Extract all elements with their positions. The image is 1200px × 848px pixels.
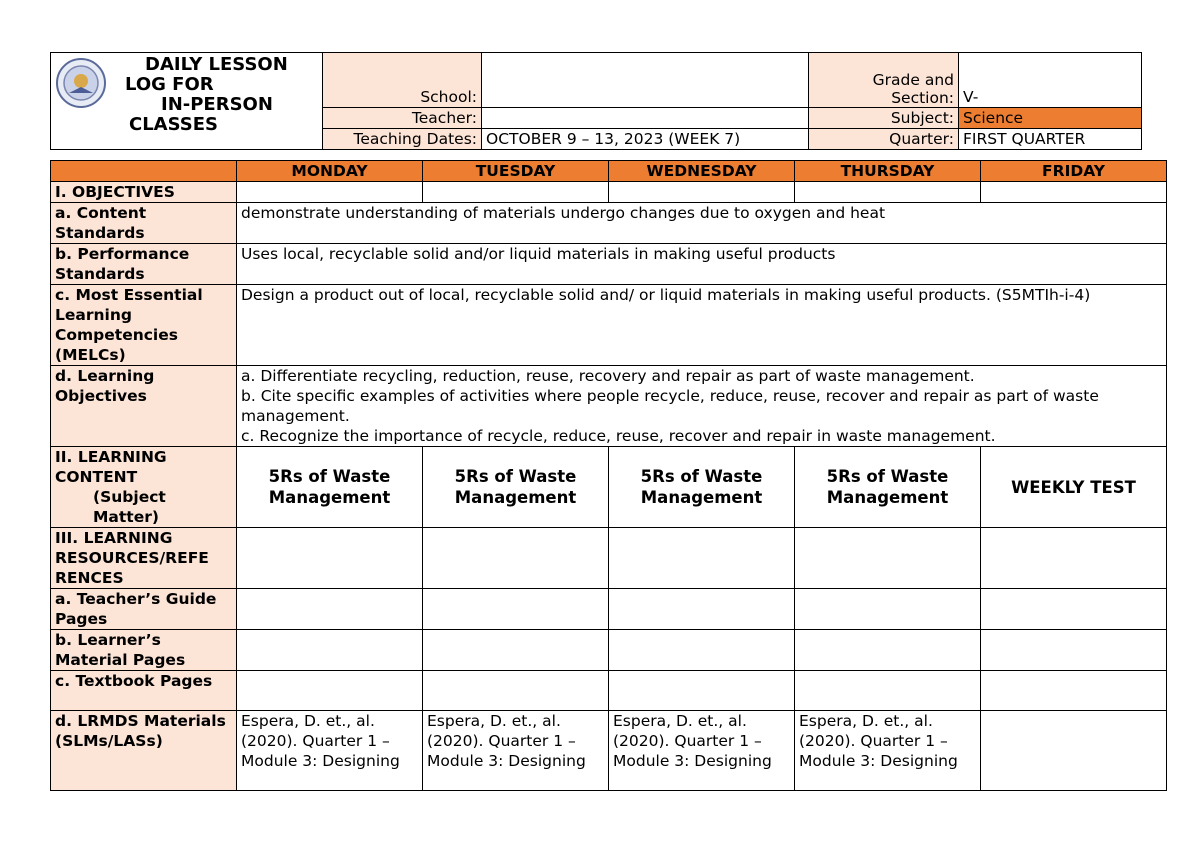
learning-objectives-label: d. Learning Objectives [51,366,237,447]
cell-tuesday[interactable] [423,630,609,671]
lrmds-row [51,711,1167,791]
page-title [107,55,317,135]
learner-material-label: b. Learner’s Material Pages [51,630,237,671]
learning-objectives-text[interactable] [237,366,1167,447]
quarter-field[interactable]: FIRST QUARTER [959,129,1142,150]
cell-tuesday[interactable] [423,528,609,589]
cell-monday[interactable] [237,671,423,711]
day-header-friday: FRIDAY [981,161,1167,182]
objectives-label: I. OBJECTIVES [51,182,237,203]
learning-content-label-line: II. LEARNING CONTENT [55,448,167,486]
lrmds-monday[interactable]: Espera, D. et., al. (2020). Quarter 1 – Module 3: Designing [237,711,423,791]
cell-thursday[interactable] [795,182,981,203]
learning-content-label [51,447,237,528]
title-line: IN-PERSON [161,94,273,115]
grade-label-line: Section: [891,89,954,107]
lrmds-friday[interactable] [981,711,1167,791]
header-table [50,52,1142,150]
cell-thursday[interactable] [795,630,981,671]
day-header-thursday: THURSDAY [795,161,981,182]
day-header-row [51,161,1167,182]
cell-tuesday[interactable] [423,671,609,711]
topic-friday[interactable]: WEEKLY TEST [981,447,1167,528]
school-label: School: [323,53,482,108]
cell-wednesday[interactable] [609,528,795,589]
day-header-wednesday: WEDNESDAY [609,161,795,182]
grade-section-field[interactable]: V- [959,53,1142,108]
title-block [51,53,323,150]
grade-label-line: Grade and [872,71,954,89]
deped-seal-icon [55,57,107,109]
teacher-guide-row [51,589,1167,630]
quarter-label: Quarter: [809,129,959,150]
performance-standards-text[interactable]: Uses local, recyclable solid and/or liquid materials in making useful products [237,244,1167,285]
title-line: CLASSES [129,114,218,135]
content-standards-text[interactable]: demonstrate understanding of materials undergo changes due to oxygen and heat [237,203,1167,244]
cell-thursday[interactable] [795,671,981,711]
learning-content-row [51,447,1167,528]
grade-section-label [809,53,959,108]
corner-cell [51,161,237,182]
lrmds-thursday[interactable]: Espera, D. et., al. (2020). Quarter 1 – Module 3: Designing [795,711,981,791]
subject-label: Subject: [809,108,959,129]
teaching-dates-label: Teaching Dates: [323,129,482,150]
learning-objectives-row [51,366,1167,447]
objective-item-c: c. Recognize the importance of recycle, reduce, reuse, recover and repair in waste management. [241,427,996,445]
cell-wednesday[interactable] [609,671,795,711]
teaching-dates-field[interactable]: OCTOBER 9 – 13, 2023 (WEEK 7) [482,129,809,150]
textbook-label: c. Textbook Pages [51,671,237,711]
title-line: LOG FOR [125,74,214,95]
subject-field[interactable]: Science [959,108,1142,129]
lrmds-wednesday[interactable]: Espera, D. et., al. (2020). Quarter 1 – Module 3: Designing [609,711,795,791]
textbook-row [51,671,1167,711]
lesson-log-table [50,160,1167,791]
cell-friday[interactable] [981,671,1167,711]
objectives-row [51,182,1167,203]
cell-tuesday[interactable] [423,182,609,203]
resources-row [51,528,1167,589]
topic-monday[interactable]: 5Rs of Waste Management [237,447,423,528]
teacher-field[interactable] [482,108,809,129]
teacher-guide-label: a. Teacher’s Guide Pages [51,589,237,630]
cell-monday[interactable] [237,528,423,589]
cell-tuesday[interactable] [423,589,609,630]
melcs-text[interactable]: Design a product out of local, recyclable solid and/ or liquid materials in making useful products. (S5MTIh-i-4) [237,285,1167,366]
topic-thursday[interactable]: 5Rs of Waste Management [795,447,981,528]
performance-standards-label: b. Performance Standards [51,244,237,285]
cell-monday[interactable] [237,630,423,671]
content-standards-label: a. Content Standards [51,203,237,244]
content-standards-row [51,203,1167,244]
cell-wednesday[interactable] [609,589,795,630]
cell-monday[interactable] [237,182,423,203]
cell-friday[interactable] [981,182,1167,203]
topic-tuesday[interactable]: 5Rs of Waste Management [423,447,609,528]
cell-thursday[interactable] [795,589,981,630]
day-header-tuesday: TUESDAY [423,161,609,182]
lrmds-label: d. LRMDS Materials (SLMs/LASs) [51,711,237,791]
topic-wednesday[interactable]: 5Rs of Waste Management [609,447,795,528]
cell-friday[interactable] [981,630,1167,671]
teacher-label: Teacher: [323,108,482,129]
performance-standards-row [51,244,1167,285]
objective-item-a: a. Differentiate recycling, reduction, reuse, recovery and repair as part of waste management. [241,367,975,385]
title-line: DAILY LESSON [145,54,288,75]
cell-thursday[interactable] [795,528,981,589]
cell-wednesday[interactable] [609,182,795,203]
cell-friday[interactable] [981,528,1167,589]
objective-item-b: b. Cite specific examples of activities where people recycle, reduce, reuse, recover and repair as part of waste management. [241,387,1099,425]
learning-content-label-line: (Subject Matter) [93,488,166,526]
cell-friday[interactable] [981,589,1167,630]
lrmds-tuesday[interactable]: Espera, D. et., al. (2020). Quarter 1 – Module 3: Designing [423,711,609,791]
cell-monday[interactable] [237,589,423,630]
resources-label: III. LEARNING RESOURCES/REFE RENCES [51,528,237,589]
cell-wednesday[interactable] [609,630,795,671]
melcs-row [51,285,1167,366]
school-field[interactable] [482,53,809,108]
learner-material-row [51,630,1167,671]
melcs-label: c. Most Essential Learning Competencies (MELCs) [51,285,237,366]
day-header-monday: MONDAY [237,161,423,182]
